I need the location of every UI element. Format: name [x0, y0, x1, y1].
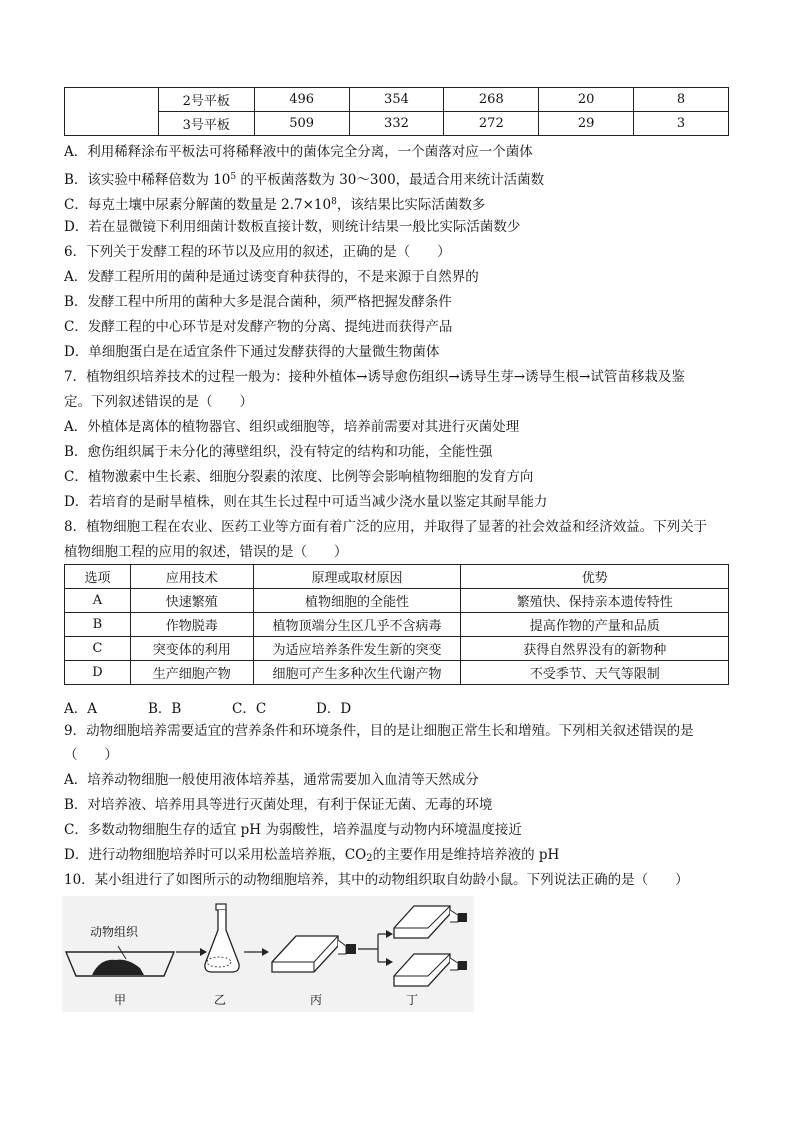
table-cell: 植物细胞的全能性	[253, 589, 461, 613]
q8-option-d: D．D	[316, 701, 352, 717]
q8-option-b: B．B	[148, 701, 182, 717]
table-cell: D	[65, 661, 131, 685]
q5-option-d: D．若在显微镜下利用细菌计数板直接计数，则统计结果一般比实际活菌数少	[64, 219, 521, 235]
table-cell: A	[65, 589, 131, 613]
q9-option-a: A．培养动物细胞一般使用液体培养基，通常需要加入血清等天然成分	[64, 772, 479, 788]
superscript: 8	[331, 197, 337, 207]
table-row	[65, 88, 729, 112]
table-cell: C	[65, 637, 131, 661]
table-cell: 繁殖快、保持亲本遗传特性	[461, 589, 729, 613]
table-header: 原理或取材原因	[253, 565, 461, 589]
table-cell: 509	[254, 112, 349, 136]
table-cell: 快速繁殖	[130, 589, 253, 613]
table-cell: 8	[634, 88, 729, 112]
q9-option-d	[64, 846, 559, 868]
q7-option-d: D．若培育的是耐旱植株，则在其生长过程中可适当减少浇水量以鉴定其耐旱能力	[64, 494, 548, 510]
q6-option-b: B．发酵工程中所用的菌种大多是混合菌种，须严格把握发酵条件	[64, 294, 452, 310]
q9-stem-line2: （ ）	[64, 747, 118, 763]
q5-option-a: A．利用稀释涂布平板法可将稀释液中的菌体完全分离，一个菌落对应一个菌体	[64, 144, 533, 160]
table-cell: 突变体的利用	[130, 637, 253, 661]
label-bing: 丙	[310, 993, 323, 1007]
tissue-label: 动物组织	[90, 925, 139, 939]
table-cell: 植物顶端分生区几乎不含病毒	[253, 613, 461, 637]
table-cell: 268	[444, 88, 539, 112]
table-cell: 29	[539, 112, 634, 136]
q6-option-c: C．发酵工程的中心环节是对发酵产物的分离、提纯进而获得产品	[64, 319, 453, 335]
q6-option-a: A．发酵工程所用的菌种是通过诱变育种获得的，不是来源于自然界的	[64, 269, 479, 285]
table-cell: 提高作物的产量和品质	[461, 613, 729, 637]
text: B．该实验中稀释倍数为 10	[64, 172, 231, 188]
q8-options	[64, 697, 400, 717]
table-cell: 354	[349, 88, 444, 112]
label-yi: 乙	[214, 993, 227, 1007]
label-ding: 丁	[406, 993, 419, 1007]
text: 的主要作用是维持培养液的 pH	[372, 847, 560, 863]
table-row	[65, 112, 729, 136]
q9-stem-line1: 9．动物细胞培养需要适宜的营养条件和环境条件，目的是让细胞正常生长和增殖。下列相关叙述错误的是	[64, 723, 694, 739]
plant-cell-engineering-table	[64, 564, 729, 685]
table-cell: B	[65, 613, 131, 637]
table-header: 选项	[65, 565, 131, 589]
text: D．进行动物细胞培养时可以采用松盖培养瓶，CO	[64, 847, 367, 863]
q10-stem: 10．某小组进行了如图所示的动物细胞培养，其中的动物组织取自幼龄小鼠。下列说法正确的是（ ）	[64, 872, 689, 888]
bottle-cap	[346, 944, 356, 954]
plate-count-table	[64, 87, 729, 136]
text: ，该结果比实际活菌数多	[336, 197, 486, 213]
table-row	[65, 589, 729, 613]
q8-option-a: A．A	[64, 701, 97, 717]
q6-stem: 6．下列关于发酵工程的环节以及应用的叙述，正确的是（ ）	[64, 244, 451, 260]
q7-stem-line1: 7．植物组织培养技术的过程一般为：接种外植体→诱导愈伤组织→诱导生芽→诱导生根→试管苗移栽及鉴	[64, 369, 685, 385]
q7-option-c: C．植物激素中生长素、细胞分裂素的浓度、比例等会影响植物细胞的发育方向	[64, 469, 534, 485]
table-cell: 272	[444, 112, 539, 136]
q7-stem-line2: 定。下列叙述错误的是（ ）	[64, 394, 253, 410]
q9-option-b: B．对培养液、培养用具等进行灭菌处理，有利于保证无菌、无毒的环境	[64, 797, 493, 813]
subscript: 2	[366, 853, 373, 864]
table-row	[65, 661, 729, 685]
label-jia: 甲	[114, 993, 127, 1007]
cell-culture-diagram	[62, 896, 474, 1012]
q8-stem-line1: 8．植物细胞工程在农业、医药工业等方面有着广泛的应用，并取得了显著的社会效益和经济效益。下列关于	[64, 519, 708, 535]
q5-option-c	[64, 193, 485, 214]
table-cell: 2号平板	[158, 88, 254, 112]
table-header-row	[65, 565, 729, 589]
table-row	[65, 613, 729, 637]
q8-stem-line2: 植物细胞工程的应用的叙述，错误的是（ ）	[64, 544, 348, 560]
q6-option-d: D．单细胞蛋白是在适宜条件下通过发酵获得的大量微生物菌体	[64, 344, 440, 360]
table-cell-empty	[65, 88, 159, 136]
q5-option-b	[64, 168, 544, 189]
superscript: 5	[230, 172, 237, 182]
q7-option-b: B．愈伤组织属于未分化的薄壁组织，没有特定的结构和功能，全能性强	[64, 444, 493, 460]
text: C．每克土壤中尿素分解菌的数量是 2.7×10	[64, 197, 332, 213]
table-cell: 为适应培养条件发生新的突变	[253, 637, 461, 661]
q9-option-c: C．多数动物细胞生存的适宜 pH 为弱酸性，培养温度与动物内环境温度接近	[64, 822, 522, 838]
table-cell: 细胞可产生多种次生代谢产物	[253, 661, 461, 685]
table-cell: 生产细胞产物	[130, 661, 253, 685]
table-row	[65, 637, 729, 661]
table-cell: 3号平板	[158, 112, 254, 136]
table-cell: 3	[634, 112, 729, 136]
table-cell: 不受季节、天气等限制	[461, 661, 729, 685]
q8-option-c: C．C	[232, 701, 267, 717]
bottle-cap-upper	[458, 913, 467, 922]
table-cell: 作物脱毒	[130, 613, 253, 637]
text: 的平板菌落数为 30～300，最适合用来统计活菌数	[236, 172, 545, 188]
table-header: 优势	[461, 565, 729, 589]
bottle-cap-lower	[458, 961, 467, 970]
table-cell: 332	[349, 112, 444, 136]
table-cell: 496	[254, 88, 349, 112]
table-cell: 获得自然界没有的新物种	[461, 637, 729, 661]
table-cell: 20	[539, 88, 634, 112]
table-header: 应用技术	[130, 565, 253, 589]
q7-option-a: A．外植体是离体的植物器官、组织或细胞等，培养前需要对其进行灭菌处理	[64, 419, 520, 435]
